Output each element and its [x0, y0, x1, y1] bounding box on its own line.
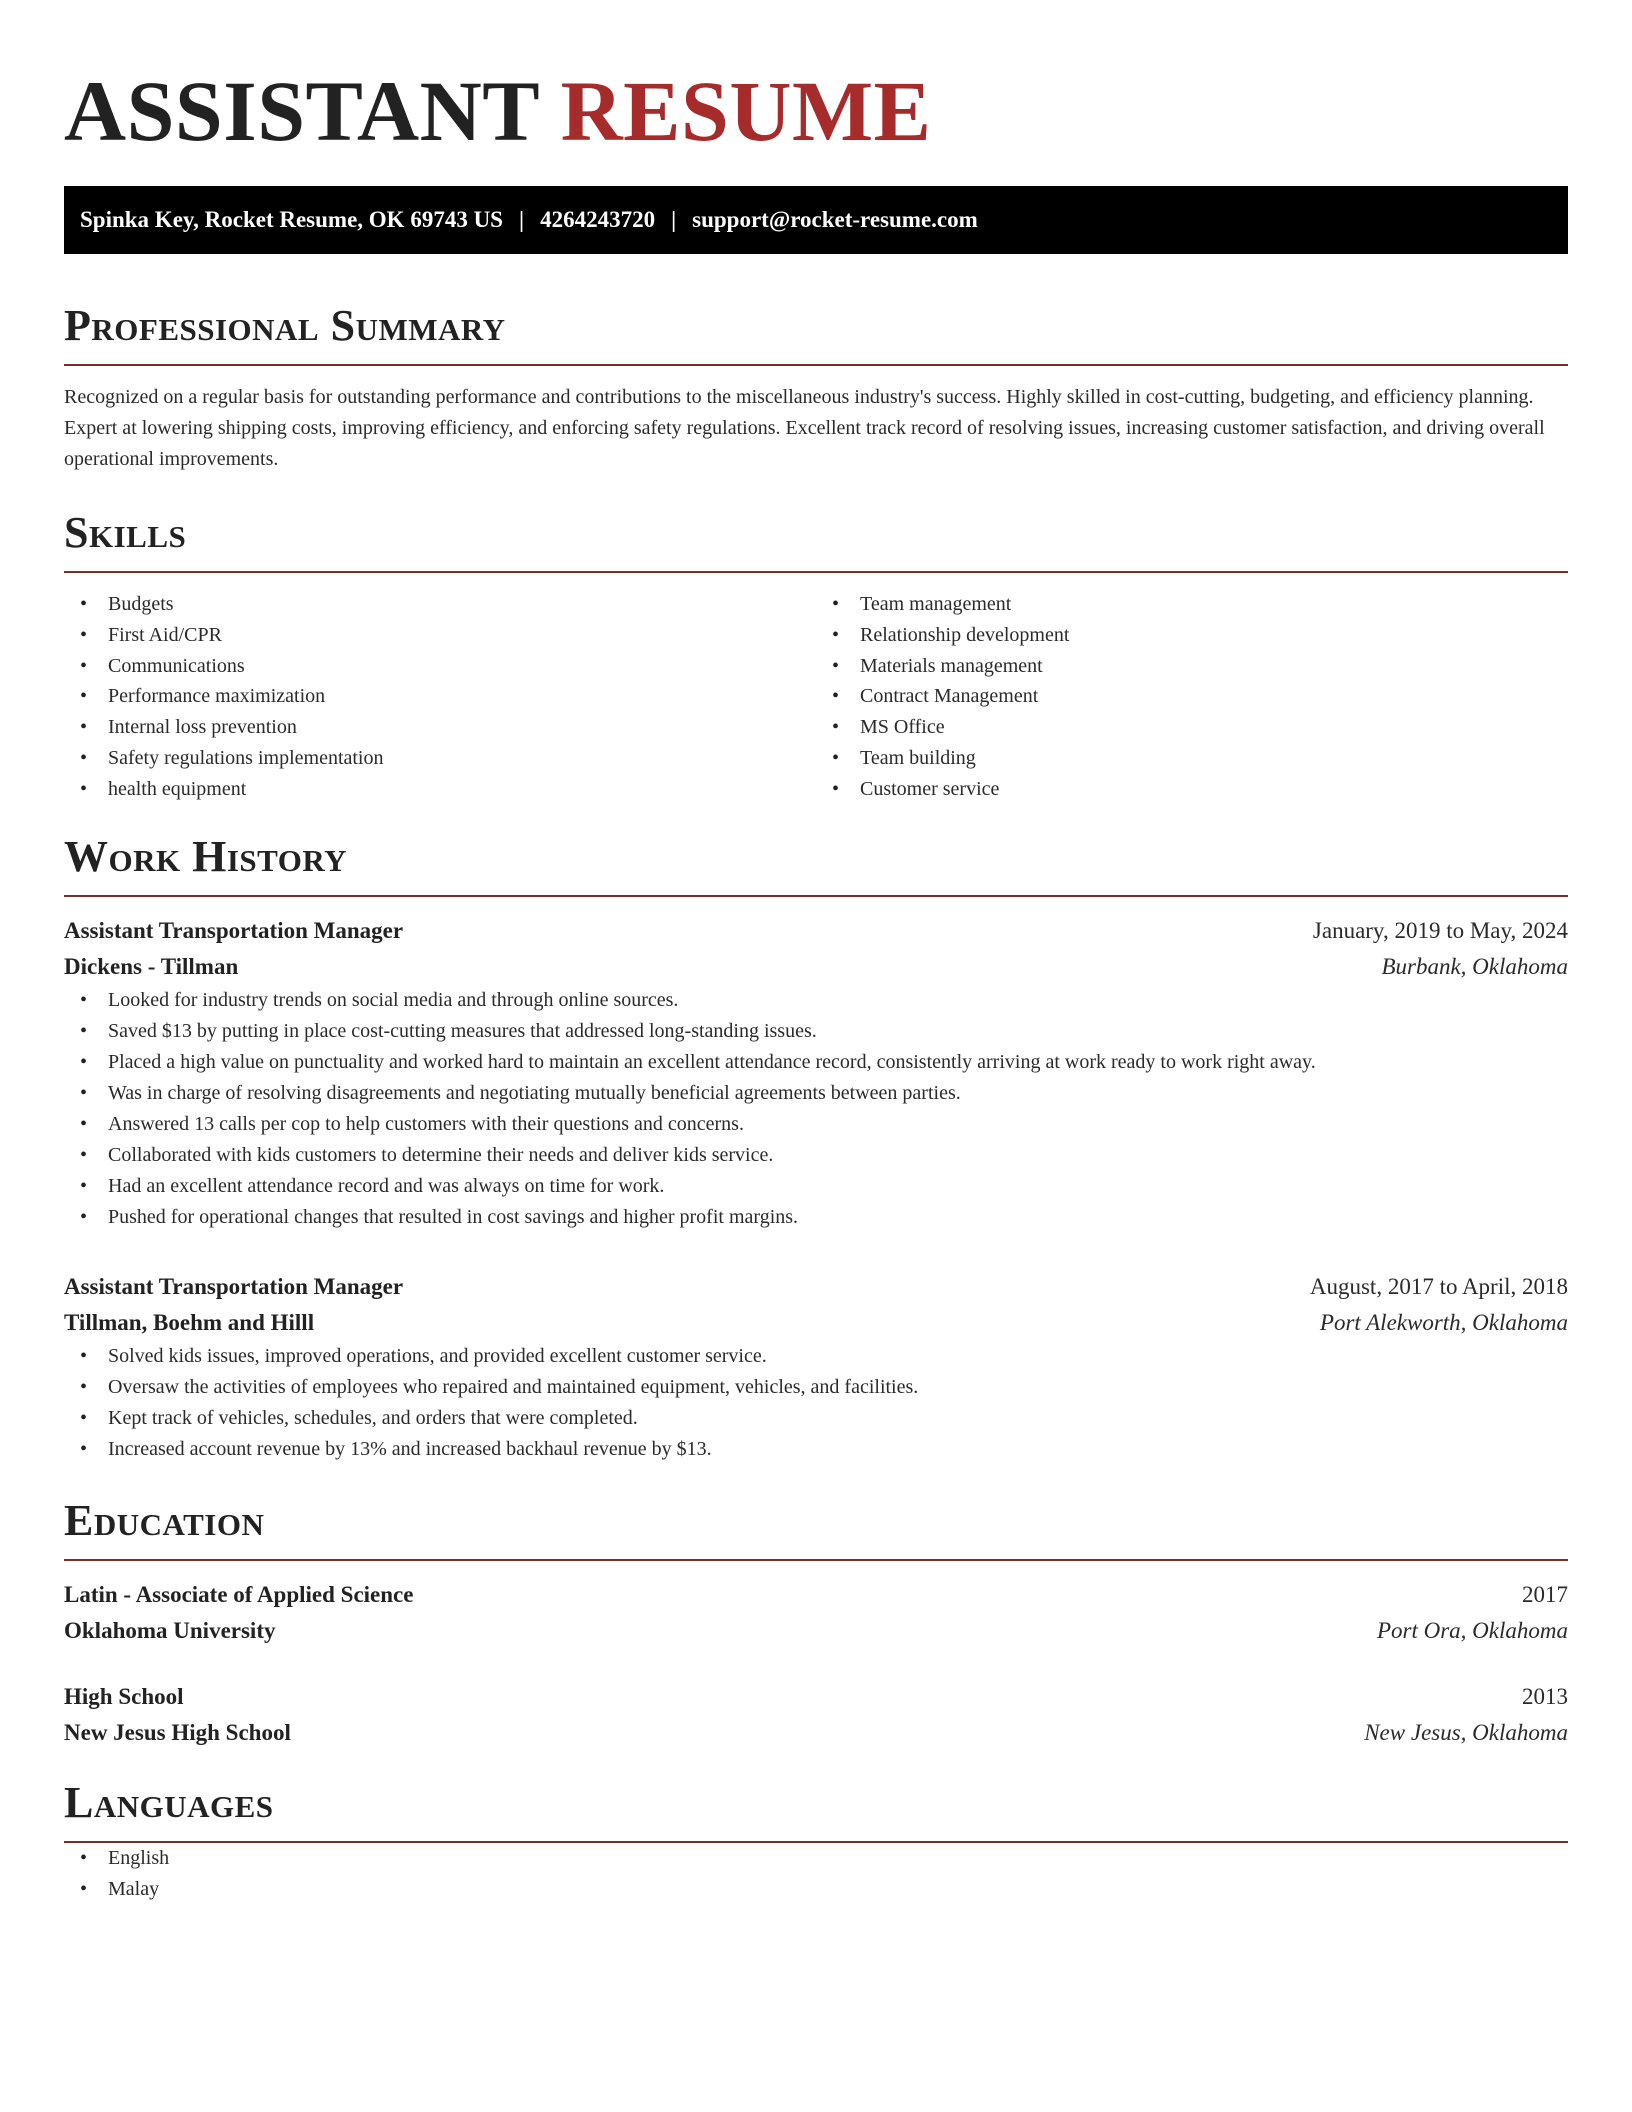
skill-item: • Customer service: [832, 774, 1568, 805]
skills-list-left: [64, 589, 816, 805]
job-location: Port Alekworth, Oklahoma: [1319, 1309, 1568, 1335]
job-bullet: • Pushed for operational changes that resulted in cost savings and higher profit margins.: [80, 1202, 1568, 1233]
job-bullet: • Collaborated with kids customers to determine their needs and deliver kids service.: [80, 1140, 1568, 1171]
section-title-languages: Languages: [64, 1781, 1568, 1843]
education-school-row: [64, 1715, 1568, 1751]
skill-item: • Relationship development: [832, 620, 1568, 651]
contact-email: support@rocket-resume.com: [692, 207, 978, 232]
skill-item: • First Aid/CPR: [80, 620, 816, 651]
education-year: 2017: [1522, 1581, 1568, 1607]
job-header-row: [64, 913, 1568, 949]
job-bullet: • Kept track of vehicles, schedules, and orders that were completed.: [80, 1403, 1568, 1434]
job-bullet: • Solved kids issues, improved operations, and provided excellent customer service.: [80, 1341, 1568, 1372]
skill-item: • Communications: [80, 651, 816, 682]
title-part-1: ASSISTANT: [64, 63, 539, 159]
skill-item: • Contract Management: [832, 681, 1568, 712]
job-title: Assistant Transportation Manager: [64, 917, 404, 943]
job-bullet: • Increased account revenue by 13% and increased backhaul revenue by $13.: [80, 1434, 1568, 1465]
job-company-row: [64, 1305, 1568, 1341]
skill-item: • Team management: [832, 589, 1568, 620]
languages-list: [64, 1843, 1568, 1905]
job-bullet: • Placed a high value on punctuality and worked hard to maintain an excellent attendance record, consistently arriving at work ready to work right away.: [80, 1047, 1568, 1078]
education-degree: High School: [64, 1683, 184, 1709]
skill-item: • Budgets: [80, 589, 816, 620]
job-company: Tillman, Boehm and Hilll: [64, 1309, 315, 1335]
education-school: Oklahoma University: [64, 1617, 276, 1643]
skill-item: • health equipment: [80, 774, 816, 805]
education-school: New Jesus High School: [64, 1719, 291, 1745]
skill-item: • Team building: [832, 743, 1568, 774]
section-title-education: Education: [64, 1499, 1568, 1561]
education-entry: [64, 1577, 1568, 1649]
job-bullets: [64, 1341, 1568, 1465]
job-title: Assistant Transportation Manager: [64, 1273, 404, 1299]
education-degree-row: [64, 1577, 1568, 1613]
section-title-work-history: Work History: [64, 835, 1568, 897]
job-bullet: • Was in charge of resolving disagreements and negotiating mutually beneficial agreements between parties.: [80, 1078, 1568, 1109]
summary-text: Recognized on a regular basis for outstanding performance and contributions to the miscellaneous industry's success. Highly skilled in cost-cutting, budgeting, and efficiency planning. Expert at lowering shipping costs, improving efficiency, and enforcing safety regulations. Excellent track record of resolving issues, increasing customer satisfaction, and driving overall operational improvements.: [64, 386, 1545, 470]
job-company-row: [64, 949, 1568, 985]
section-title-summary: Professional Summary: [64, 304, 1568, 366]
title-part-2: RESUME: [560, 63, 932, 159]
skill-item: • Safety regulations implementation: [80, 743, 816, 774]
education-degree-row: [64, 1679, 1568, 1715]
contact-separator: |: [518, 207, 525, 232]
education-location: Port Ora, Oklahoma: [1376, 1617, 1568, 1643]
job-dates: January, 2019 to May, 2024: [1312, 917, 1568, 943]
language-item: • English: [80, 1843, 1568, 1874]
education-year: 2013: [1522, 1683, 1568, 1709]
contact-address: Spinka Key, Rocket Resume, OK 69743 US: [80, 207, 503, 232]
skill-item: • Performance maximization: [80, 681, 816, 712]
job-bullet: • Had an excellent attendance record and was always on time for work.: [80, 1171, 1568, 1202]
job-location: Burbank, Oklahoma: [1381, 953, 1568, 979]
language-item: • Malay: [80, 1874, 1568, 1905]
skill-item: • Internal loss prevention: [80, 712, 816, 743]
job-bullet: • Oversaw the activities of employees who repaired and maintained equipment, vehicles, and facilities.: [80, 1372, 1568, 1403]
job-company: Dickens - Tillman: [64, 953, 239, 979]
education-location: New Jesus, Oklahoma: [1364, 1719, 1568, 1745]
job-bullet: • Looked for industry trends on social media and through online sources.: [80, 985, 1568, 1016]
contact-separator: |: [671, 207, 677, 232]
skills-list-right: [816, 589, 1568, 805]
resume-title: [64, 63, 1568, 159]
contact-phone: 4264243720: [540, 207, 656, 232]
skill-item: • Materials management: [832, 651, 1568, 682]
contact-bar: [64, 186, 1568, 254]
education-school-row: [64, 1613, 1568, 1649]
job-bullet: • Saved $13 by putting in place cost-cutting measures that addressed long-standing issues.: [80, 1016, 1568, 1047]
job-header-row: [64, 1269, 1568, 1305]
job-entry: [64, 913, 1568, 1233]
education-entry: [64, 1679, 1568, 1751]
job-bullets: [64, 985, 1568, 1233]
job-bullet: • Answered 13 calls per cop to help customers with their questions and concerns.: [80, 1109, 1568, 1140]
education-degree: Latin - Associate of Applied Science: [64, 1581, 414, 1607]
section-title-skills: Skills: [64, 511, 1568, 573]
job-entry: [64, 1269, 1568, 1465]
job-dates: August, 2017 to April, 2018: [1309, 1273, 1568, 1299]
skill-item: • MS Office: [832, 712, 1568, 743]
skills-columns: [64, 589, 1568, 805]
